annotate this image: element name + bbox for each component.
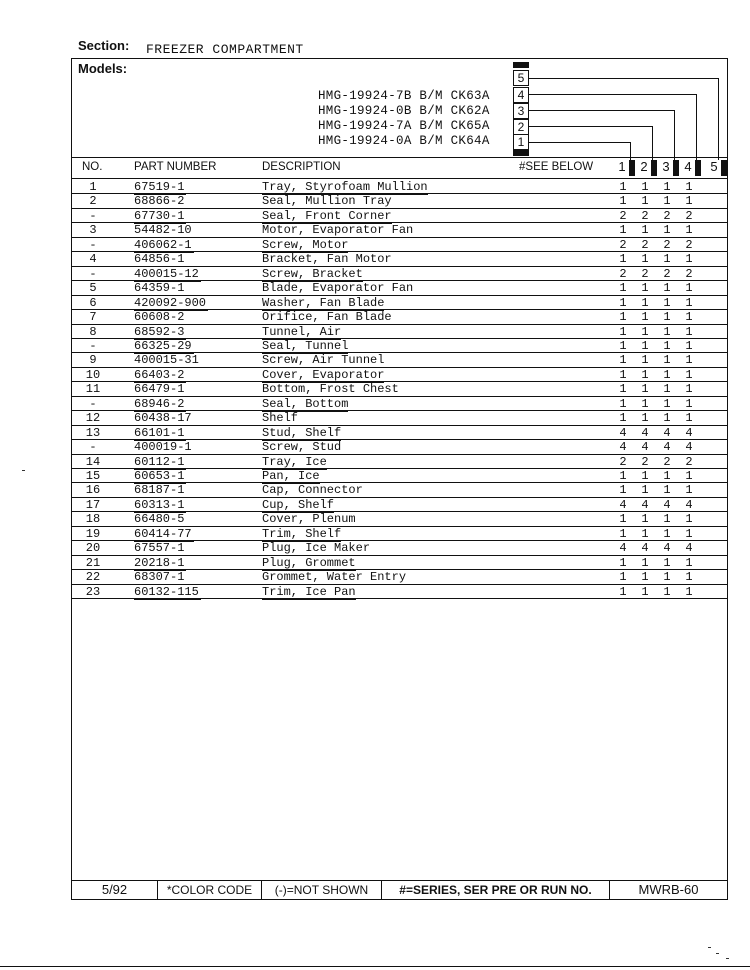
- model-line-4: HMG-19924-7B B/M CK63A: [318, 89, 490, 103]
- part-description: Blade, Evaporator Fan: [262, 281, 414, 296]
- quantity-model-1: 2: [619, 208, 627, 223]
- row-number: -: [89, 237, 97, 252]
- quantity-model-4: 1: [685, 353, 693, 368]
- quantity-model-3: 2: [663, 454, 671, 469]
- row-number: -: [89, 338, 97, 353]
- table-row: [72, 455, 727, 469]
- connector-line: [652, 126, 653, 160]
- table-row: [72, 570, 727, 584]
- quantity-model-1: 1: [619, 338, 627, 353]
- table-row: [72, 209, 727, 223]
- part-number: 66479-1: [134, 382, 185, 397]
- row-number: 13: [85, 425, 101, 440]
- quantity-model-3: 1: [663, 223, 671, 238]
- quantity-model-1: 1: [619, 396, 627, 411]
- part-number: 68187-1: [134, 483, 185, 498]
- quantity-model-4: 1: [685, 338, 693, 353]
- footer-date: 5/92: [72, 880, 158, 900]
- part-number: 400015-31: [134, 353, 199, 368]
- part-number: 60313-1: [134, 497, 185, 512]
- table-row: [72, 252, 727, 266]
- part-description: Cup, Shelf: [262, 497, 335, 512]
- part-description: Seal, Mullion Tray: [262, 194, 392, 209]
- quantity-model-4: 1: [685, 483, 693, 498]
- part-description: Seal, Tunnel: [262, 338, 349, 353]
- quantity-model-2: 4: [641, 425, 649, 440]
- quantity-model-4: 1: [685, 570, 693, 585]
- table-row: [72, 498, 727, 512]
- row-number: 8: [89, 324, 97, 339]
- quantity-model-4: 1: [685, 469, 693, 483]
- part-number: 64359-1: [134, 281, 185, 296]
- row-number: 9: [89, 353, 97, 368]
- scan-speck: [708, 947, 711, 948]
- quantity-model-2: 1: [641, 223, 649, 238]
- quantity-model-1: 1: [619, 180, 627, 194]
- quantity-model-4: 1: [685, 526, 693, 541]
- row-number: 17: [85, 497, 101, 512]
- quantity-model-4: 1: [685, 252, 693, 267]
- quantity-model-4: 1: [685, 512, 693, 527]
- part-number: 67519-1: [134, 180, 185, 194]
- part-number: 68592-3: [134, 324, 185, 339]
- quantity-model-3: 1: [663, 310, 671, 325]
- row-number: 18: [85, 512, 101, 527]
- part-description: Tunnel, Air: [262, 324, 342, 339]
- quantity-model-4: 1: [685, 324, 693, 339]
- column-marker: [721, 160, 727, 176]
- page-bottom-rule: [0, 966, 750, 967]
- connector-line: [674, 110, 675, 160]
- part-description: Trim, Shelf: [262, 526, 342, 541]
- part-description: Cap, Connector: [262, 483, 363, 498]
- quantity-model-2: 1: [641, 295, 649, 310]
- quantity-model-3: 1: [663, 295, 671, 310]
- model-line-3: HMG-19924-0B B/M CK62A: [318, 104, 490, 118]
- quantity-model-1: 1: [619, 223, 627, 238]
- quantity-model-3: 1: [663, 526, 671, 541]
- quantity-model-2: 1: [641, 324, 649, 339]
- quantity-model-4: 4: [685, 440, 693, 455]
- part-description: Cover, Evaporator: [262, 367, 385, 382]
- footer-doc-id: MWRB-60: [638, 882, 699, 897]
- quantity-model-1: 2: [619, 266, 627, 281]
- part-description: Tray, Styrofoam Mullion: [262, 180, 428, 194]
- quantity-model-2: 2: [641, 237, 649, 252]
- quantity-model-1: 1: [619, 252, 627, 267]
- part-description: Grommet, Water Entry: [262, 570, 407, 585]
- row-number: 19: [85, 526, 101, 541]
- quantity-model-3: 4: [663, 425, 671, 440]
- table-row: [72, 325, 727, 339]
- model-num-box-5: 5: [513, 70, 529, 86]
- column-header-4: 4: [684, 159, 692, 174]
- table-row: [72, 411, 727, 425]
- part-number: 67730-1: [134, 208, 185, 223]
- part-description: Motor, Evaporator Fan: [262, 223, 414, 238]
- part-number: 420092-900: [134, 295, 207, 310]
- quantity-model-4: 2: [685, 208, 693, 223]
- quantity-model-4: 1: [685, 382, 693, 397]
- model-num-box-1: 1: [513, 134, 529, 150]
- row-number: -: [89, 266, 97, 281]
- quantity-model-1: 1: [619, 469, 627, 483]
- quantity-model-3: 1: [663, 252, 671, 267]
- quantity-model-1: 1: [619, 584, 627, 599]
- quantity-model-3: 1: [663, 324, 671, 339]
- row-rule: [72, 598, 727, 599]
- quantity-model-1: 1: [619, 483, 627, 498]
- models-label: Models:: [78, 61, 128, 76]
- part-number: 60132-115: [134, 584, 199, 599]
- row-number: 6: [89, 295, 97, 310]
- quantity-model-1: 1: [619, 411, 627, 426]
- header-rule-top: [72, 157, 727, 158]
- connector-line: [529, 94, 697, 95]
- box-mark: [513, 62, 529, 68]
- quantity-model-2: 2: [641, 266, 649, 281]
- section-label: Section:: [78, 38, 130, 53]
- part-number: 68307-1: [134, 570, 185, 585]
- table-row: [72, 296, 727, 310]
- quantity-model-3: 1: [663, 483, 671, 498]
- quantity-model-2: 1: [641, 194, 649, 209]
- quantity-model-1: 1: [619, 281, 627, 296]
- quantity-model-2: 1: [641, 338, 649, 353]
- connector-line: [529, 126, 653, 127]
- quantity-model-2: 4: [641, 497, 649, 512]
- quantity-model-1: 1: [619, 382, 627, 397]
- quantity-model-1: 1: [619, 324, 627, 339]
- quantity-model-2: 1: [641, 512, 649, 527]
- part-number: 66403-2: [134, 367, 185, 382]
- row-number: 3: [89, 223, 97, 238]
- quantity-model-2: 1: [641, 310, 649, 325]
- quantity-model-4: 1: [685, 367, 693, 382]
- quantity-model-2: 1: [641, 570, 649, 585]
- quantity-model-4: 1: [685, 411, 693, 426]
- model-num-box-4: 4: [513, 87, 529, 103]
- quantity-model-1: 1: [619, 353, 627, 368]
- quantity-model-2: 1: [641, 353, 649, 368]
- table-row: [72, 368, 727, 382]
- quantity-model-3: 4: [663, 440, 671, 455]
- quantity-model-1: 4: [619, 497, 627, 512]
- header-rule-bottom: [72, 178, 727, 179]
- quantity-model-4: 1: [685, 223, 693, 238]
- table-row: [72, 353, 727, 367]
- row-number: 16: [85, 483, 101, 498]
- footer-not-shown: (-)=NOT SHOWN: [262, 880, 382, 900]
- quantity-model-4: 1: [685, 396, 693, 411]
- header-part-number: PART NUMBER: [134, 161, 217, 173]
- row-number: -: [89, 208, 97, 223]
- column-marker: [651, 160, 657, 176]
- quantity-model-4: 1: [685, 584, 693, 599]
- part-description: Screw, Stud: [262, 440, 342, 455]
- row-number: 20: [85, 541, 101, 556]
- quantity-model-4: 1: [685, 180, 693, 194]
- quantity-model-4: 1: [685, 295, 693, 310]
- column-marker: [629, 160, 635, 176]
- row-number: -: [89, 440, 97, 455]
- header-description: DESCRIPTION: [262, 161, 341, 173]
- column-header-1: 1: [618, 159, 626, 174]
- part-description: Seal, Bottom: [262, 396, 349, 411]
- part-number: 60608-2: [134, 310, 185, 325]
- part-number: 67557-1: [134, 541, 185, 556]
- table-row: [72, 426, 727, 440]
- quantity-model-2: 1: [641, 396, 649, 411]
- part-number: 60112-1: [134, 454, 185, 469]
- table-row: [72, 585, 727, 599]
- row-number: -: [89, 396, 97, 411]
- quantity-model-1: 1: [619, 310, 627, 325]
- quantity-model-3: 2: [663, 208, 671, 223]
- quantity-model-3: 1: [663, 367, 671, 382]
- table-row: [72, 382, 727, 396]
- connector-line: [696, 94, 697, 160]
- row-number: 1: [89, 180, 97, 194]
- part-number: 60653-1: [134, 469, 185, 483]
- part-description: Plug, Grommet: [262, 555, 356, 570]
- quantity-model-3: 1: [663, 469, 671, 483]
- quantity-model-1: 1: [619, 570, 627, 585]
- row-number: 5: [89, 281, 97, 296]
- quantity-model-4: 2: [685, 237, 693, 252]
- table-row: [72, 267, 727, 281]
- table-row: [72, 440, 727, 454]
- part-description: Plug, Ice Maker: [262, 541, 371, 556]
- column-marker: [695, 160, 701, 176]
- quantity-model-1: 4: [619, 440, 627, 455]
- table-row: [72, 483, 727, 497]
- part-description: Bottom, Frost Chest: [262, 382, 399, 397]
- quantity-model-3: 2: [663, 237, 671, 252]
- table-row: [72, 310, 727, 324]
- quantity-model-2: 2: [641, 208, 649, 223]
- model-line-1: HMG-19924-0A B/M CK64A: [318, 134, 490, 148]
- part-description: Trim, Ice Pan: [262, 584, 356, 599]
- quantity-model-2: 1: [641, 483, 649, 498]
- column-header-5: 5: [710, 159, 718, 174]
- header-no: NO.: [82, 161, 103, 173]
- part-description: Washer, Fan Blade: [262, 295, 385, 310]
- table-row: [72, 541, 727, 555]
- table-row: [72, 397, 727, 411]
- table-row: [72, 512, 727, 526]
- quantity-model-2: 1: [641, 382, 649, 397]
- row-number: 14: [85, 454, 101, 469]
- quantity-model-1: 1: [619, 367, 627, 382]
- part-description: Screw, Air Tunnel: [262, 353, 385, 368]
- quantity-model-3: 2: [663, 266, 671, 281]
- quantity-model-2: 1: [641, 252, 649, 267]
- row-number: 23: [85, 584, 101, 599]
- footer-color-code: *COLOR CODE: [158, 880, 262, 900]
- row-number: 22: [85, 570, 101, 585]
- connector-line: [529, 142, 631, 143]
- part-number: 60414-77: [134, 526, 192, 541]
- row-number: 11: [85, 382, 101, 397]
- quantity-model-3: 1: [663, 281, 671, 296]
- table-row: [72, 180, 727, 194]
- table-row: [72, 469, 727, 483]
- quantity-model-1: 2: [619, 237, 627, 252]
- part-description: Bracket, Fan Motor: [262, 252, 392, 267]
- quantity-model-4: 2: [685, 454, 693, 469]
- quantity-model-3: 1: [663, 555, 671, 570]
- model-line-2: HMG-19924-7A B/M CK65A: [318, 119, 490, 133]
- quantity-model-3: 1: [663, 338, 671, 353]
- quantity-model-4: 2: [685, 266, 693, 281]
- quantity-model-3: 1: [663, 584, 671, 599]
- row-number: 2: [89, 194, 97, 209]
- quantity-model-2: 1: [641, 367, 649, 382]
- quantity-model-3: 1: [663, 382, 671, 397]
- quantity-model-1: 1: [619, 194, 627, 209]
- column-marker: [673, 160, 679, 176]
- row-number: 4: [89, 252, 97, 267]
- part-number: 68866-2: [134, 194, 185, 209]
- part-number: 64856-1: [134, 252, 185, 267]
- model-num-box-2: 2: [513, 119, 529, 135]
- scan-speck: [716, 953, 719, 954]
- quantity-model-1: 1: [619, 295, 627, 310]
- quantity-model-1: 4: [619, 541, 627, 556]
- quantity-model-3: 1: [663, 353, 671, 368]
- part-number: 60438-17: [134, 411, 192, 426]
- section-title: FREEZER COMPARTMENT: [146, 42, 304, 57]
- quantity-model-2: 4: [641, 440, 649, 455]
- column-header-2: 2: [640, 159, 648, 174]
- row-number: 7: [89, 310, 97, 325]
- footer-series-note: #=SERIES, SER PRE OR RUN NO.: [382, 880, 610, 900]
- part-number: 66101-1: [134, 425, 185, 440]
- part-description: Screw, Bracket: [262, 266, 363, 281]
- quantity-model-2: 1: [641, 411, 649, 426]
- quantity-model-1: 4: [619, 425, 627, 440]
- row-number: 21: [85, 555, 101, 570]
- quantity-model-1: 1: [619, 512, 627, 527]
- table-row: [72, 281, 727, 295]
- quantity-model-2: 2: [641, 454, 649, 469]
- column-header-3: 3: [662, 159, 670, 174]
- quantity-model-2: 1: [641, 584, 649, 599]
- quantity-model-2: 1: [641, 281, 649, 296]
- part-number: 406062-1: [134, 237, 192, 252]
- part-description: Stud, Shelf: [262, 425, 342, 440]
- row-number: 10: [85, 367, 101, 382]
- quantity-model-2: 1: [641, 469, 649, 483]
- quantity-model-3: 1: [663, 570, 671, 585]
- part-number: 20218-1: [134, 555, 185, 570]
- header-see-below: #SEE BELOW: [519, 161, 594, 173]
- model-num-box-3: 3: [513, 103, 529, 119]
- quantity-model-4: 4: [685, 541, 693, 556]
- row-number: 12: [85, 411, 101, 426]
- connector-line: [718, 78, 719, 160]
- table-row: [72, 339, 727, 353]
- quantity-model-2: 1: [641, 526, 649, 541]
- quantity-model-4: 4: [685, 497, 693, 512]
- scan-speck: [726, 958, 729, 959]
- part-description: Shelf: [262, 411, 299, 426]
- table-row: [72, 194, 727, 208]
- quantity-model-3: 1: [663, 194, 671, 209]
- quantity-model-4: 1: [685, 555, 693, 570]
- part-description: Pan, Ice: [262, 469, 320, 483]
- quantity-model-1: 1: [619, 555, 627, 570]
- scan-speck: [22, 470, 25, 471]
- part-number: 66480-5: [134, 512, 185, 527]
- part-description: Tray, Ice: [262, 454, 327, 469]
- part-number: 68946-2: [134, 396, 185, 411]
- table-row: [72, 556, 727, 570]
- part-number: 400019-1: [134, 440, 192, 455]
- quantity-model-1: 1: [619, 526, 627, 541]
- part-number: 66325-29: [134, 338, 192, 353]
- part-description: Screw, Motor: [262, 237, 349, 252]
- quantity-model-1: 2: [619, 454, 627, 469]
- quantity-model-2: 1: [641, 180, 649, 194]
- quantity-model-3: 1: [663, 512, 671, 527]
- part-number: 54482-10: [134, 223, 192, 238]
- row-number: 15: [85, 469, 101, 483]
- table-row: [72, 223, 727, 237]
- part-description: Orifice, Fan Blade: [262, 310, 392, 325]
- quantity-model-4: 1: [685, 194, 693, 209]
- quantity-model-3: 1: [663, 411, 671, 426]
- part-number: 400015-12: [134, 266, 199, 281]
- quantity-model-4: 1: [685, 310, 693, 325]
- quantity-model-2: 4: [641, 541, 649, 556]
- connector-line: [529, 78, 719, 79]
- table-row: [72, 238, 727, 252]
- table-row: [72, 527, 727, 541]
- quantity-model-4: 4: [685, 425, 693, 440]
- part-description: Seal, Front Corner: [262, 208, 392, 223]
- quantity-model-3: 4: [663, 541, 671, 556]
- quantity-model-4: 1: [685, 281, 693, 296]
- quantity-model-3: 4: [663, 497, 671, 512]
- quantity-model-2: 1: [641, 555, 649, 570]
- quantity-model-3: 1: [663, 396, 671, 411]
- connector-line: [529, 110, 675, 111]
- part-description: Cover, Plenum: [262, 512, 356, 527]
- box-mark: [513, 150, 529, 156]
- quantity-model-3: 1: [663, 180, 671, 194]
